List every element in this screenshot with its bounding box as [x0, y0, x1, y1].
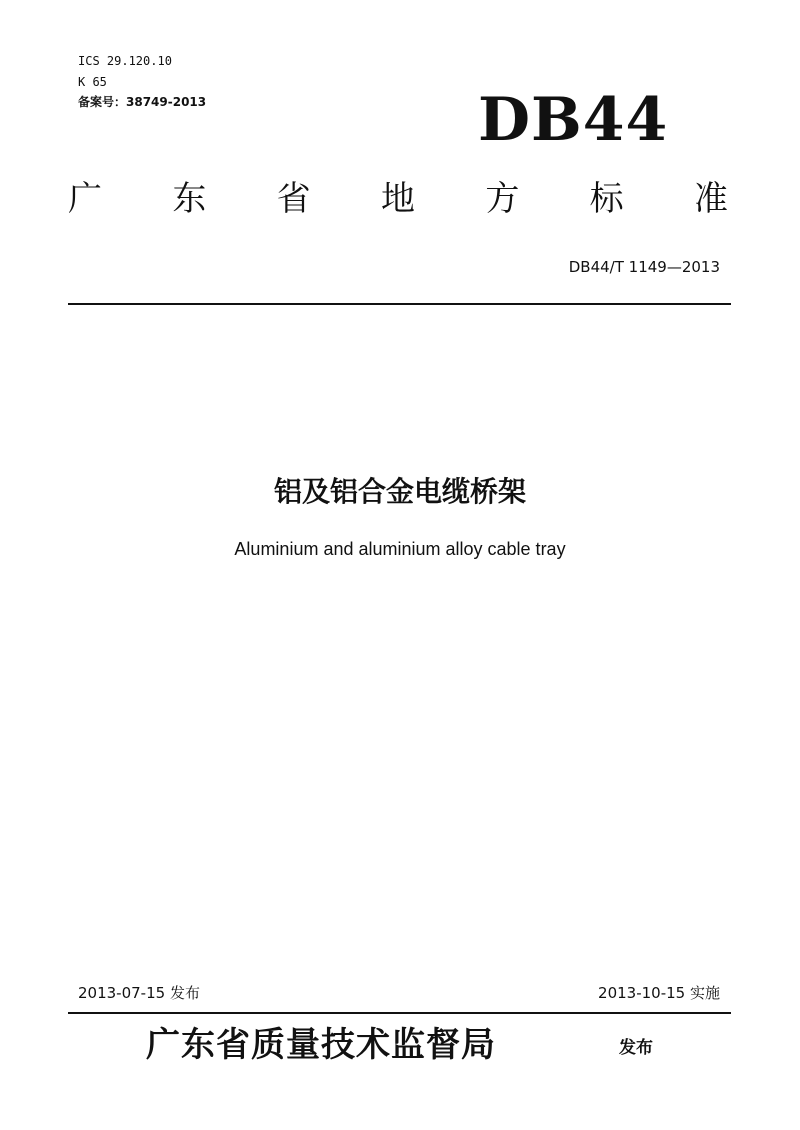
title-english: Aluminium and aluminium alloy cable tray — [234, 539, 566, 559]
implementation-date: 2013-10-15 实施 — [598, 984, 720, 1002]
standard-type-char: 标 — [589, 179, 624, 219]
classification-code: K 65 — [78, 75, 107, 89]
record-number: 备案号：38749-2013 — [78, 95, 207, 109]
publish-label: 发布 — [619, 1038, 653, 1058]
top-divider — [68, 303, 731, 305]
issue-date: 2013-07-15 发布 — [78, 984, 200, 1002]
title-chinese: 铝及铝合金电缆桥架 — [273, 475, 526, 508]
issuing-authority: 广东省质量技术监督局 — [146, 1025, 496, 1065]
standard-type-char: 方 — [485, 179, 520, 219]
bottom-divider — [68, 1012, 731, 1014]
standard-type-char: 地 — [380, 179, 415, 219]
standard-number: DB44/T 1149—2013 — [568, 258, 720, 276]
standard-type-char: 东 — [172, 179, 207, 219]
standard-logo: DB44 — [478, 85, 669, 155]
standard-type-heading — [68, 176, 728, 222]
standard-type-char: 省 — [276, 179, 311, 219]
standard-type-char: 广 — [68, 179, 102, 219]
standard-type-char: 准 — [693, 179, 728, 219]
ics-code: ICS 29.120.10 — [78, 54, 172, 68]
